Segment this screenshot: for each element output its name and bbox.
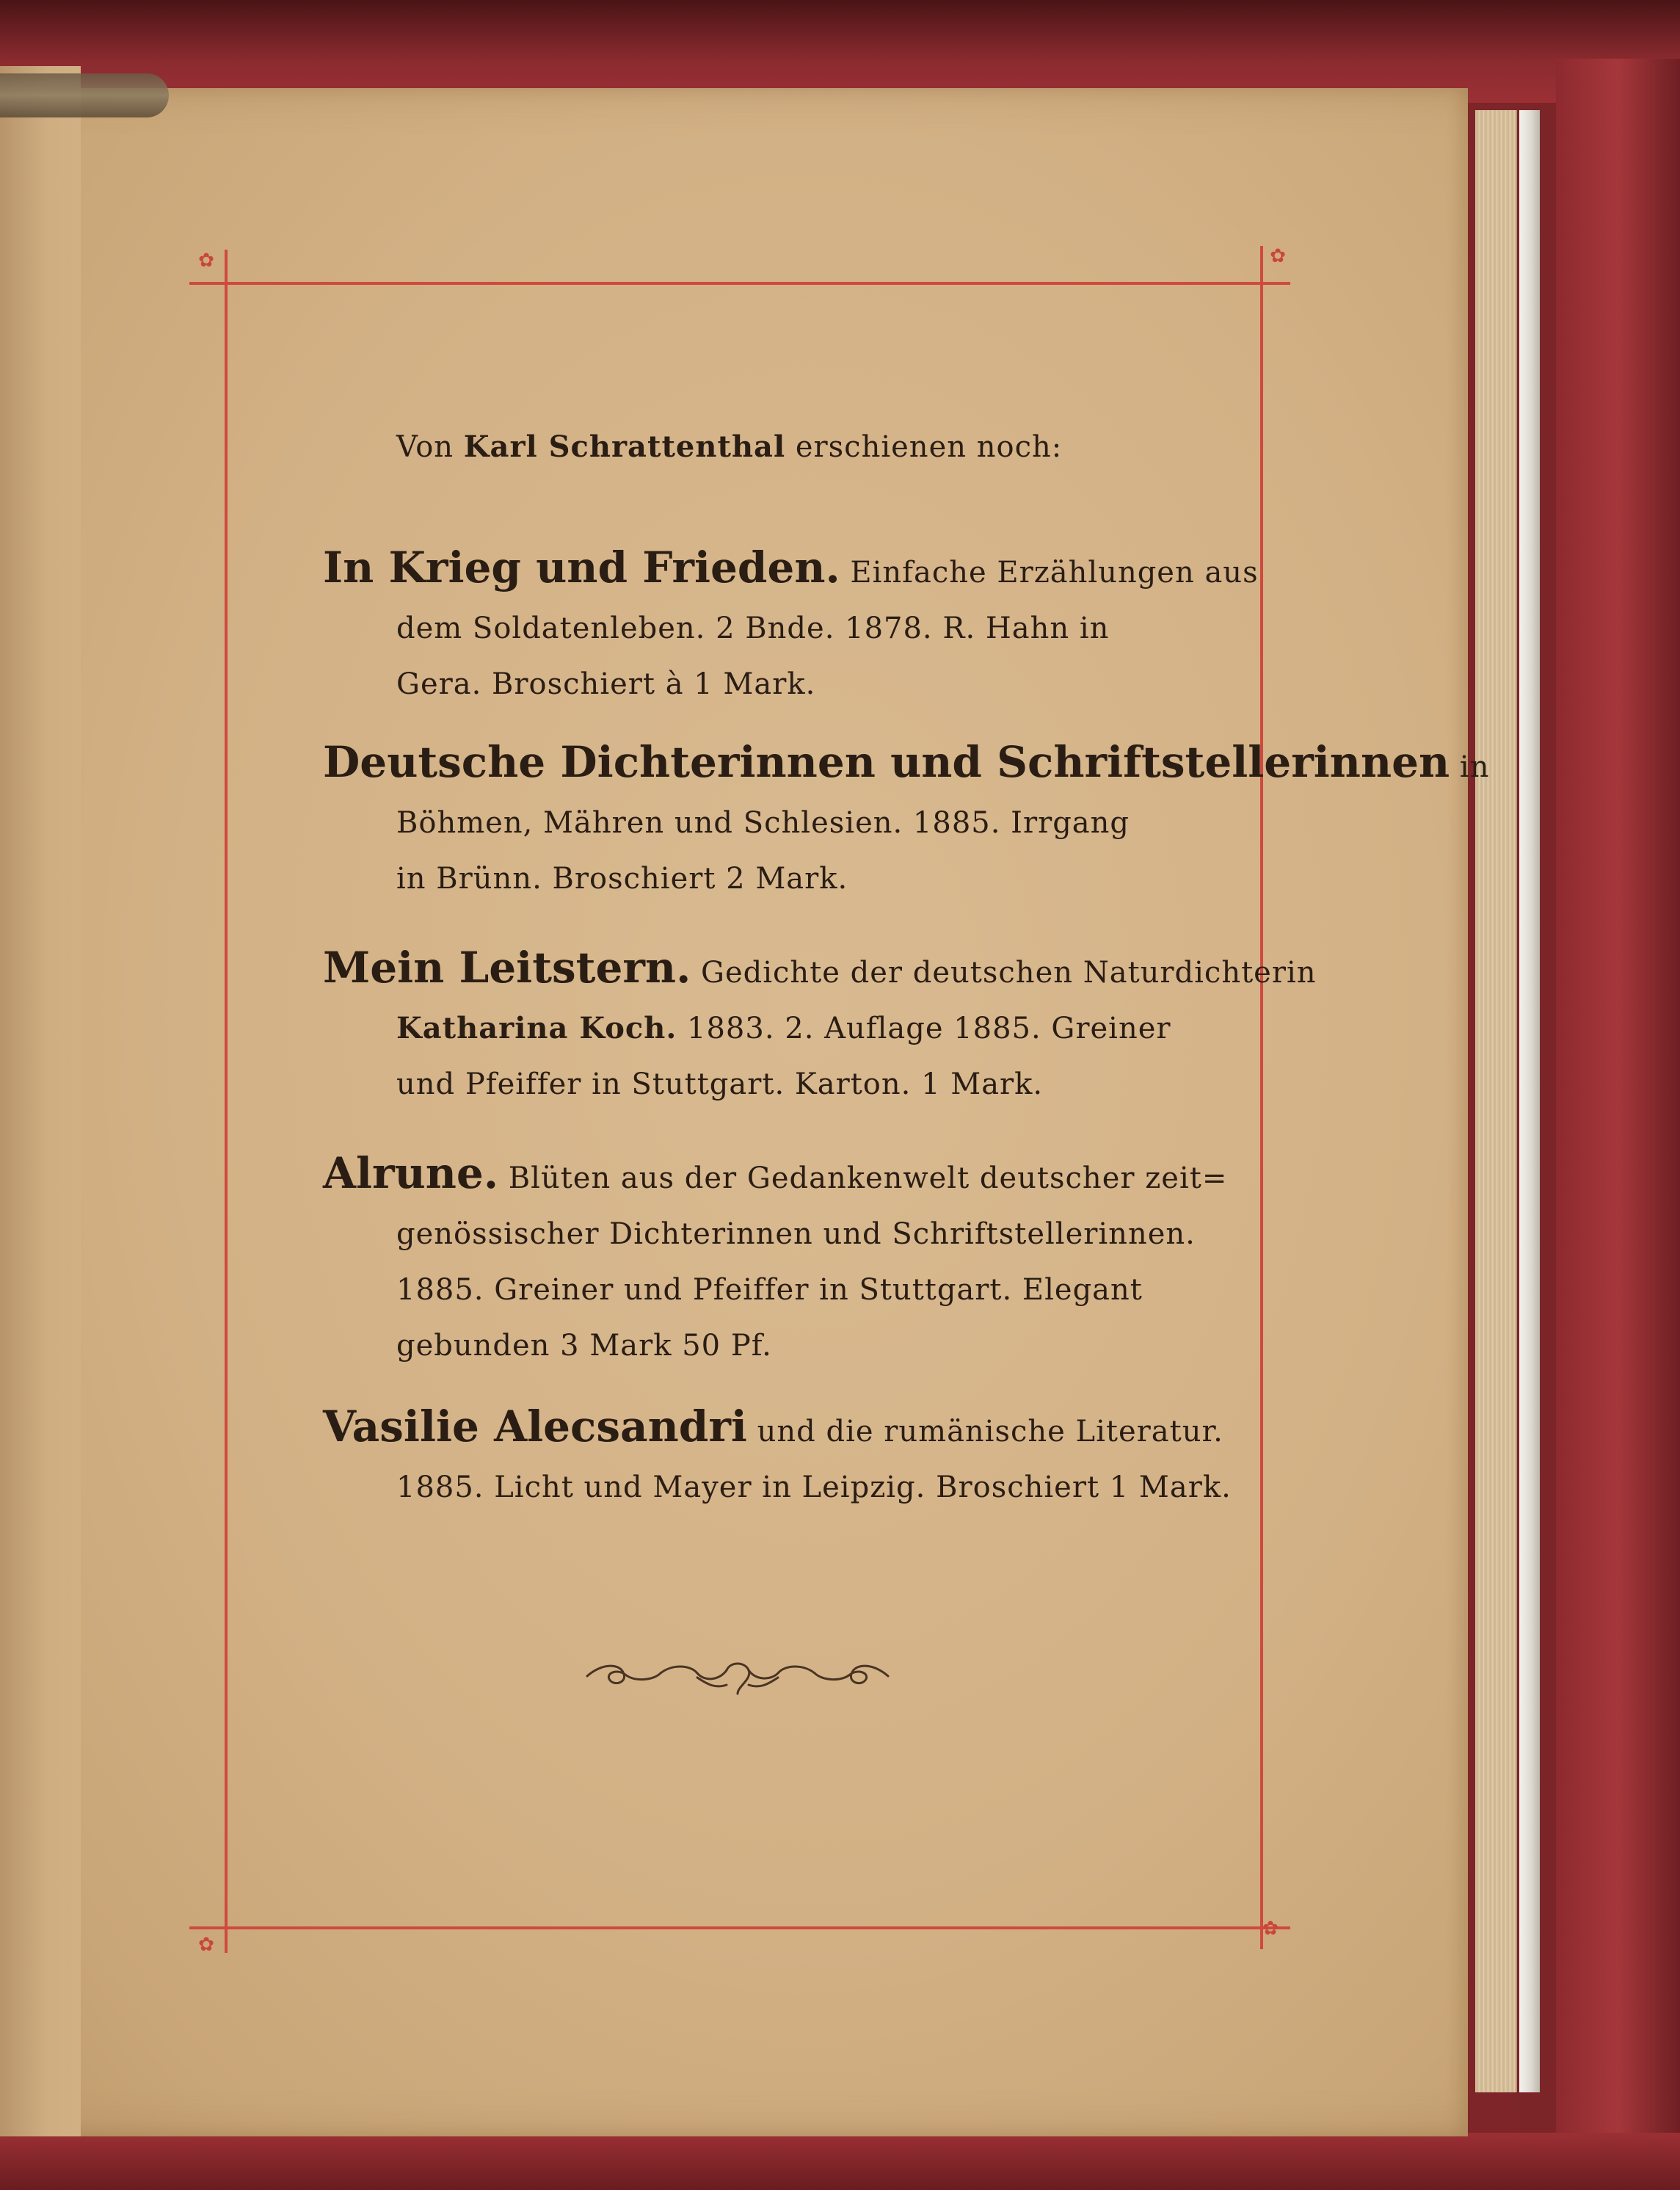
rosette-icon: ✿ <box>1270 245 1286 267</box>
entry-mein-leitstern <box>323 940 1317 1112</box>
entry-text: Einfache Erzählungen aus <box>850 556 1259 590</box>
entry-deutsche-dichterinnen <box>323 734 1490 907</box>
flourish-ornament-icon <box>580 1648 895 1700</box>
entry-text: in <box>1459 750 1490 784</box>
intro-author: Karl Schrattenthal <box>463 429 786 464</box>
entry-title: Vasilie Alecsandri <box>323 1402 747 1451</box>
entry-first-line <box>323 940 1317 1001</box>
entry-text: und die rumänische Literatur. <box>757 1415 1223 1448</box>
entry-text: Gedichte der deutschen Naturdichterin <box>701 956 1317 990</box>
rosette-icon: ✿ <box>198 1934 214 1956</box>
entry-line <box>323 1001 1171 1056</box>
frame-left-line <box>225 250 228 1953</box>
entry-line: Böhmen, Mähren und Schlesien. 1885. Irrgang <box>396 806 1130 840</box>
entry-first-line <box>323 540 1259 601</box>
entry-line: 1885. Greiner und Pfeiffer in Stuttgart. Elegant <box>396 1273 1143 1307</box>
entry-line: gebunden 3 Mark 50 Pf. <box>396 1329 772 1363</box>
entry-line: in Brünn. Broschiert 2 Mark. <box>396 862 848 896</box>
entry-title: In Krieg und Frieden. <box>323 543 840 592</box>
page-stack-edge <box>1475 110 1517 2092</box>
frame-bottom-line <box>189 1926 1290 1929</box>
entry-first-line <box>323 1145 1228 1206</box>
entry-in-krieg-und-frieden <box>323 540 1259 712</box>
entry-text: 1883. 2. Auflage 1885. Greiner <box>687 1012 1171 1045</box>
entry-author-name: Katharina Koch. <box>396 1011 677 1045</box>
intro-line <box>396 429 1062 464</box>
entry-line: und Pfeiffer in Stuttgart. Karton. 1 Mark. <box>396 1067 1044 1101</box>
left-page-edge <box>0 66 81 2136</box>
endpaper-edge <box>1519 110 1540 2092</box>
book-cover-right <box>1556 59 1680 2190</box>
binding-thread <box>0 73 169 117</box>
book-cover-bottom <box>0 2133 1680 2190</box>
entry-line: 1885. Licht und Mayer in Leipzig. Broschiert 1 Mark. <box>396 1471 1232 1504</box>
rosette-icon: ✿ <box>198 250 214 272</box>
entry-first-line <box>323 1399 1223 1460</box>
entry-title: Mein Leitstern. <box>323 943 691 993</box>
entry-text: Blüten aus der Gedankenwelt deutscher zeit= <box>508 1161 1228 1195</box>
frame-top-line <box>189 282 1290 285</box>
rosette-icon: ✿ <box>1262 1918 1279 1940</box>
entry-first-line <box>323 734 1490 795</box>
entry-alrune <box>323 1145 1228 1374</box>
intro-suffix: erschienen noch: <box>795 430 1063 464</box>
frame-right-line <box>1260 246 1263 1949</box>
entry-line: Gera. Broschiert à 1 Mark. <box>396 667 816 701</box>
entry-line: genössischer Dichterinnen und Schriftstellerinnen. <box>396 1217 1196 1251</box>
book-page <box>0 88 1468 2136</box>
entry-title: Deutsche Dichterinnen und Schriftstellerinnen <box>323 737 1450 787</box>
book-cover-top <box>0 0 1680 103</box>
entry-line: dem Soldatenleben. 2 Bnde. 1878. R. Hahn in <box>396 612 1110 645</box>
entry-title: Alrune. <box>323 1148 499 1198</box>
entry-vasilie-alecsandri <box>323 1399 1232 1515</box>
intro-prefix: Von <box>396 430 454 464</box>
